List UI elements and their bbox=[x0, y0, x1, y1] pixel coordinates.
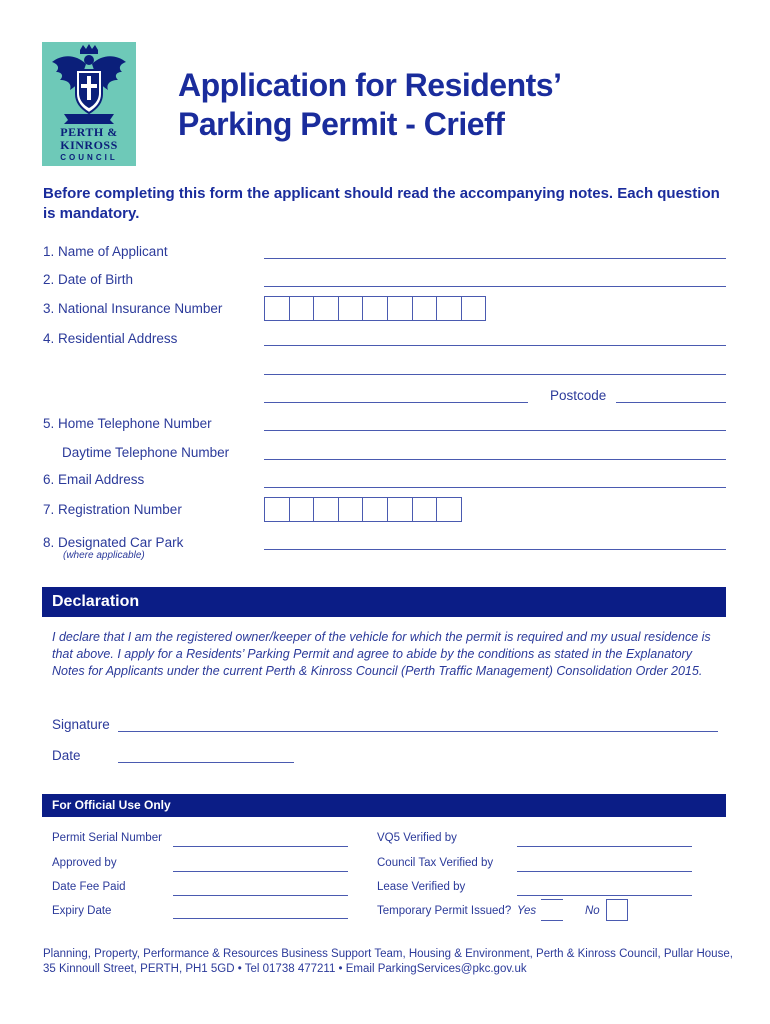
logo-line-3: COUNCIL bbox=[60, 153, 118, 162]
official-use-heading: For Official Use Only bbox=[42, 794, 726, 817]
council-tax-field[interactable] bbox=[517, 871, 692, 872]
reg-cell[interactable] bbox=[387, 497, 413, 522]
yes-checkbox[interactable] bbox=[541, 899, 563, 921]
reg-label: 7. Registration Number bbox=[43, 502, 182, 517]
expiry-date-label: Expiry Date bbox=[52, 905, 112, 917]
date-label: Date bbox=[52, 748, 81, 763]
lease-field[interactable] bbox=[517, 895, 692, 896]
permit-serial-label: Permit Serial Number bbox=[52, 832, 162, 844]
nin-cell[interactable] bbox=[436, 296, 462, 321]
logo-line-2: KINROSS bbox=[60, 138, 118, 152]
car-park-label: 8. Designated Car Park bbox=[43, 535, 184, 550]
reg-cell[interactable] bbox=[338, 497, 364, 522]
postcode-label: Postcode bbox=[550, 388, 607, 403]
address-line-3[interactable] bbox=[264, 402, 528, 403]
nin-boxes[interactable] bbox=[264, 296, 486, 321]
reg-boxes[interactable] bbox=[264, 497, 462, 522]
title-line-2: Parking Permit - Crieff bbox=[178, 106, 505, 142]
home-tel-field[interactable] bbox=[264, 430, 726, 431]
date-fee-paid-field[interactable] bbox=[173, 895, 348, 896]
name-label: 1. Name of Applicant bbox=[43, 244, 168, 259]
intro-text: Before completing this form the applicant should read the accompanying notes. Each question is mandatory. bbox=[43, 185, 720, 222]
council-tax-label: Council Tax Verified by bbox=[377, 857, 494, 869]
dob-field[interactable] bbox=[264, 286, 726, 287]
council-logo bbox=[42, 42, 136, 166]
day-tel-label: Daytime Telephone Number bbox=[62, 445, 230, 460]
address-line-1[interactable] bbox=[264, 345, 726, 346]
date-fee-paid-label: Date Fee Paid bbox=[52, 881, 126, 893]
no-label: No bbox=[585, 905, 600, 917]
nin-cell[interactable] bbox=[461, 296, 487, 321]
page-title bbox=[178, 66, 561, 144]
address-label: 4. Residential Address bbox=[43, 331, 178, 346]
day-tel-field[interactable] bbox=[264, 459, 726, 460]
signature-field[interactable] bbox=[118, 731, 718, 732]
signature-label: Signature bbox=[52, 717, 110, 732]
expiry-date-field[interactable] bbox=[173, 918, 348, 919]
no-checkbox[interactable] bbox=[606, 899, 628, 921]
nin-cell[interactable] bbox=[412, 296, 438, 321]
footer-line-2: 35 Kinnoull Street, PERTH, PH1 5GD • Tel 01738 477211 • Email ParkingServices@pkc.gov.uk bbox=[43, 963, 527, 975]
postcode-field[interactable] bbox=[616, 402, 726, 403]
nin-cell[interactable] bbox=[264, 296, 290, 321]
car-park-note: (where applicable) bbox=[63, 550, 145, 561]
reg-cell[interactable] bbox=[362, 497, 388, 522]
reg-cell[interactable] bbox=[264, 497, 290, 522]
reg-cell[interactable] bbox=[412, 497, 438, 522]
vq5-field[interactable] bbox=[517, 846, 692, 847]
footer-line-1: Planning, Property, Performance & Resources Business Support Team, Housing & Environment, Perth & Kinross Council, Pullar House, bbox=[43, 948, 733, 960]
home-tel-label: 5. Home Telephone Number bbox=[43, 416, 212, 431]
email-label: 6. Email Address bbox=[43, 472, 145, 487]
yes-label: Yes bbox=[517, 905, 537, 917]
email-field[interactable] bbox=[264, 487, 726, 488]
declaration-heading: Declaration bbox=[42, 587, 726, 617]
crest-icon bbox=[42, 42, 136, 126]
approved-by-label: Approved by bbox=[52, 857, 117, 869]
name-field[interactable] bbox=[264, 258, 726, 259]
reg-cell[interactable] bbox=[313, 497, 339, 522]
date-field[interactable] bbox=[118, 762, 294, 763]
nin-cell[interactable] bbox=[387, 296, 413, 321]
reg-cell[interactable] bbox=[436, 497, 462, 522]
approved-by-field[interactable] bbox=[173, 871, 348, 872]
temp-permit-label: Temporary Permit Issued? bbox=[377, 905, 512, 917]
nin-cell[interactable] bbox=[338, 296, 364, 321]
car-park-field[interactable] bbox=[264, 549, 726, 550]
permit-serial-field[interactable] bbox=[173, 846, 348, 847]
nin-label: 3. National Insurance Number bbox=[43, 301, 223, 316]
declaration-text: I declare that I am the registered owner/keeper of the vehicle for which the permit is required and my usual residence is that above. I apply for a Residents’ Parking Permit and agree to abide by the conditions as stated in the Explanatory Notes for Applicants under the current Perth & Kinross Council (Perth Traffic Management) Consolidation Order 2015. bbox=[52, 630, 711, 678]
nin-cell[interactable] bbox=[362, 296, 388, 321]
lease-label: Lease Verified by bbox=[377, 881, 466, 893]
dob-label: 2. Date of Birth bbox=[43, 272, 134, 287]
footer-contact bbox=[43, 947, 743, 977]
title-line-1: Application for Residents’ bbox=[178, 67, 562, 103]
vq5-label: VQ5 Verified by bbox=[377, 832, 457, 844]
nin-cell[interactable] bbox=[289, 296, 315, 321]
address-line-2[interactable] bbox=[264, 374, 726, 375]
nin-cell[interactable] bbox=[313, 296, 339, 321]
reg-cell[interactable] bbox=[289, 497, 315, 522]
logo-line-1: PERTH & bbox=[60, 125, 118, 139]
